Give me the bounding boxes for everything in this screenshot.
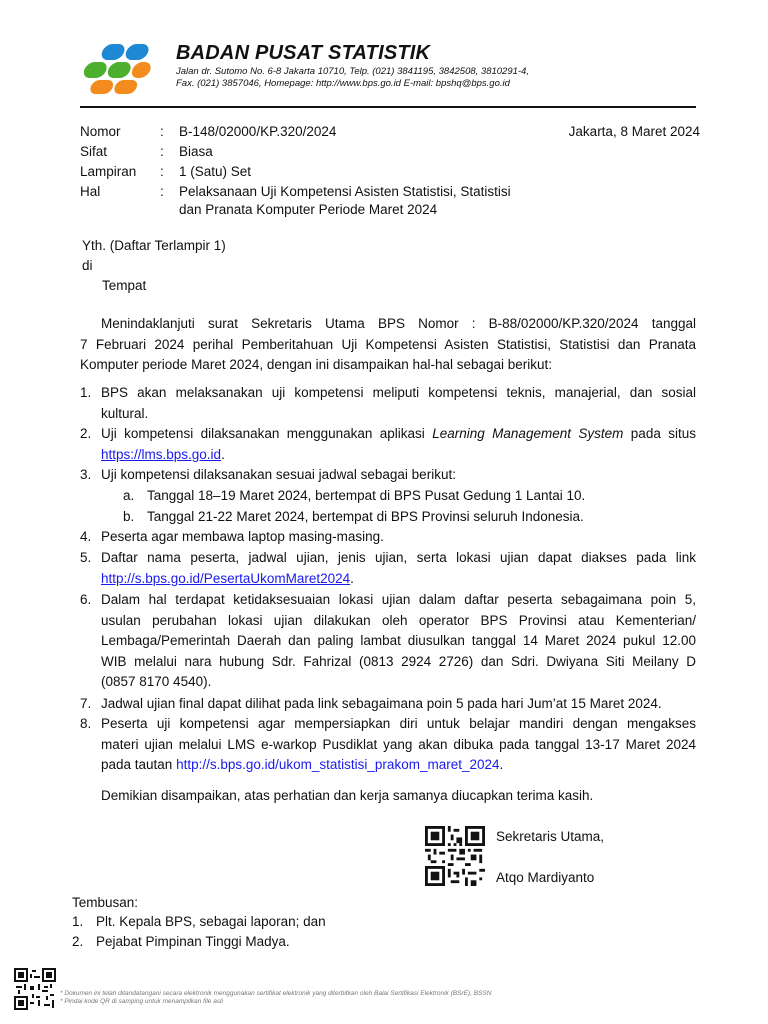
item6-line3: Lembaga/Pemerintah Daerah dan paling lambat diusulkan tanggal 14 Maret 2024 pukul 12.00 (101, 633, 696, 649)
colon: : (160, 184, 164, 199)
item2-line2 (101, 445, 696, 466)
lms-link[interactable]: https://lms.bps.go.id (101, 446, 222, 462)
org-name: BADAN PUSAT STATISTIK (176, 42, 431, 64)
org-address-line2: Fax. (021) 3857046, Homepage: http://www.bps.go.id E-mail: bpshq@bps.go.id (176, 78, 510, 89)
item-number: 2. (80, 426, 92, 441)
meta-sifat (80, 144, 696, 164)
intro-line2: 7 Februari 2024 perihal Pemberitahuan Uji Kompetensi Asisten Statistisi, Statistisi dan Pranata (80, 336, 696, 352)
signature-name: Atqo Mardiyanto (496, 870, 595, 885)
addressee-line1: Yth. (Daftar Terlampir 1) (82, 238, 226, 253)
hal-value-line1: Pelaksanaan Uji Kompetensi Asisten Statistisi, Statistisi (179, 184, 511, 199)
document-qr-icon (14, 968, 56, 1010)
item8-end: . (499, 757, 504, 773)
item6-line5: (0857 8170 4540). (101, 674, 212, 690)
nomor-value: B-148/02000/KP.320/2024 (179, 124, 337, 139)
item8-pre: pada tautan (101, 757, 177, 773)
item2-text: Uji kompetensi dilaksanakan menggunakan aplikasi (101, 426, 433, 441)
colon: : (160, 144, 164, 159)
item5-line2 (101, 569, 696, 590)
colon: : (160, 164, 164, 179)
addressee-line2: di (82, 258, 93, 273)
item-number: 3. (80, 467, 92, 482)
item-number: 6. (80, 592, 92, 607)
header-divider (80, 106, 696, 108)
item7-text: Jadwal ujian final dapat dilihat pada link sebagaimana poin 5 pada hari Jum’at 15 Maret 2024. (101, 696, 662, 711)
intro-line3: Komputer periode Maret 2024, dengan ini disampaikan hal-hal sebagai berikut: (80, 357, 553, 373)
org-address-line1: Jalan dr. Sutomo No. 6-8 Jakarta 10710, Telp. (021) 3841195, 3842508, 3810291-4, (176, 66, 529, 77)
item-number: 7. (80, 696, 92, 711)
meta-lampiran (80, 164, 696, 184)
item3b-number: b. (123, 509, 135, 524)
footer-note (60, 990, 491, 1005)
item-number: 4. (80, 529, 92, 544)
item-number: 5. (80, 550, 92, 565)
item-number: 8. (80, 716, 92, 731)
item8-line3 (101, 755, 696, 776)
item3b-text: Tanggal 21-22 Maret 2024, bertempat di BPS Provinsi seluruh Indonesia. (147, 509, 584, 524)
item2-post: pada situs (623, 426, 696, 441)
item6-line1: Dalam hal terdapat ketidaksesuaian lokasi ujian dalam daftar peserta sebagaimana poin 5, (101, 592, 696, 607)
item5-line1: Daftar nama peserta, jadwal ujian, jenis ujian, serta lokasi ujian dapat diakses pada link (101, 550, 696, 565)
tembusan-number: 1. (72, 914, 84, 929)
hal-label: Hal (80, 184, 101, 199)
item8-line1: Peserta uji kompetensi agar mempersiapkan diri untuk belajar mandiri dengan mengakses (101, 716, 696, 731)
nomor-label: Nomor (80, 124, 121, 139)
ukom-link[interactable]: http://s.bps.go.id/ukom_statistisi_prakom_maret_2024 (176, 757, 500, 773)
closing-text: Demikian disampaikan, atas perhatian dan kerja samanya diucapkan terima kasih. (101, 788, 594, 803)
meta-hal (80, 184, 696, 224)
intro-paragraph (80, 314, 696, 376)
item4-text: Peserta agar membawa laptop masing-masing. (101, 529, 384, 544)
item1-line1: BPS akan melaksanakan uji kompetensi meliputi kompetensi teknis, manajerial, dan sosial (101, 385, 696, 400)
lampiran-value: 1 (Satu) Set (179, 164, 252, 179)
item3a-number: a. (123, 488, 135, 503)
item5-end: . (350, 570, 354, 586)
letter-date: Jakarta, 8 Maret 2024 (568, 124, 700, 139)
sifat-value: Biasa (179, 144, 213, 159)
item6-line4: WIB melalui nara hubung Sdr. Fahrizal (0813 2924 2726) dan Sdri. Dwiyana Siti Meilany D (101, 653, 696, 669)
signature-qr-icon (425, 826, 485, 886)
item3-line1: Uji kompetensi dilaksanakan sesuai jadwal sebagai berikut: (101, 467, 456, 482)
tembusan-item-1: Plt. Kepala BPS, sebagai laporan; dan (96, 914, 326, 929)
item2-italic: Learning Management System (432, 426, 624, 441)
item1-line2: kultural. (101, 405, 149, 421)
peserta-link[interactable]: http://s.bps.go.id/PesertaUkomMaret2024 (101, 570, 351, 586)
tembusan-number: 2. (72, 934, 84, 949)
tembusan-label: Tembusan: (72, 895, 139, 910)
signature-title: Sekretaris Utama, (496, 829, 605, 844)
bps-logo-icon (80, 40, 162, 96)
item-number: 1. (80, 385, 92, 400)
footer-note-line1: * Dokumen ini telah ditandatangani secara elektronik menggunakan sertifikat elektronik yang diterbitkan oleh Balai Sertifikasi Elektronik (BSrE), BSSN (60, 990, 492, 997)
tembusan-item-2: Pejabat Pimpinan Tinggi Madya. (96, 934, 290, 949)
hal-value-line2: dan Pranata Komputer Periode Maret 2024 (179, 202, 438, 217)
item3a-text: Tanggal 18–19 Maret 2024, bertempat di BPS Pusat Gedung 1 Lantai 10. (147, 488, 586, 503)
sifat-label: Sifat (80, 144, 108, 159)
item2-end: . (221, 446, 225, 462)
colon: : (160, 124, 164, 139)
item8-line2: materi ujian melalui LMS e-warkop Pusdiklat yang akan dibuka pada tanggal 13-17 Maret 2024 (101, 736, 696, 752)
lampiran-label: Lampiran (80, 164, 137, 179)
org-address (176, 66, 529, 90)
footer-note-line2: * Pindai kode QR di samping untuk menampilkan file asli (60, 997, 223, 1005)
item2-line1 (101, 424, 696, 445)
addressee-line3: Tempat (102, 278, 147, 293)
item6-line2: usulan perubahan lokasi ujian dilakukan oleh operator BPS Provinsi atau Kementerian/ (101, 612, 696, 628)
intro-line1: Menindaklanjuti surat Sekretaris Utama BPS Nomor : B-88/02000/KP.320/2024 tanggal (101, 316, 696, 331)
